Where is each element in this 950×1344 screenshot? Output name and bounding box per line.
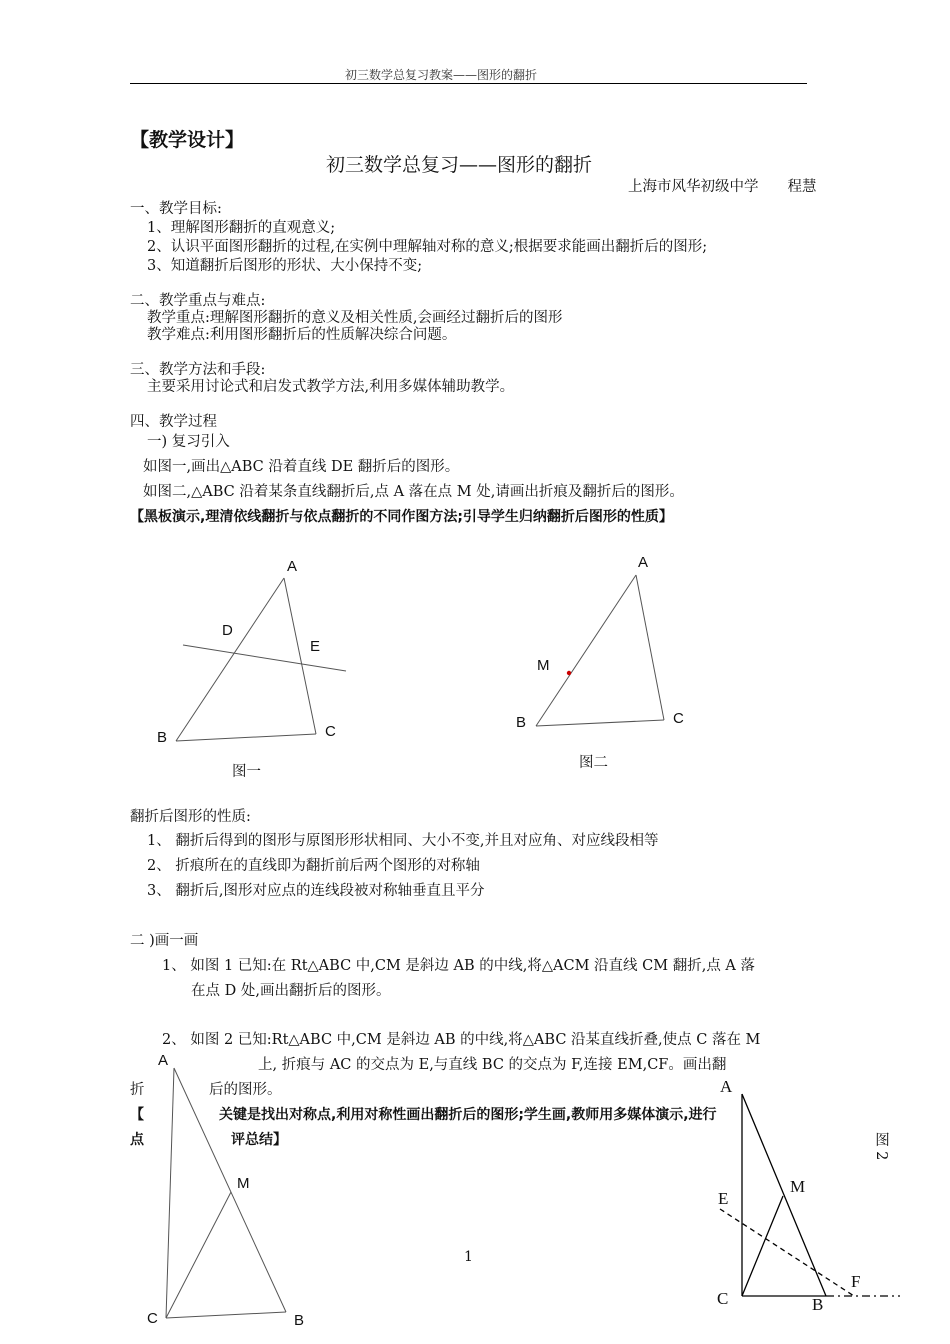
figl-line-cm [166, 1192, 231, 1318]
draw-question-2-line2: 上, 折痕与 AC 的交点为 E,与直线 BC 的交点为 F,连接 EM,CF。画出翻 [258, 1057, 727, 1073]
running-header: 初三数学总复习教案——图形的翻折 [345, 68, 538, 82]
figl-side-ac [166, 1068, 174, 1318]
draw-question-2-line3: 后的图形。 [209, 1082, 282, 1098]
figl-label-b: B [294, 1312, 305, 1329]
focus-key: 教学重点:理解图形翻折的意义及相关性质,会画经过翻折后的图形 [147, 310, 563, 326]
figr-label-f: F [851, 1272, 861, 1291]
key-note-line2: 评总结】 [231, 1132, 287, 1148]
goal-item-2: 2、认识平面图形翻折的过程,在实例中理解轴对称的意义;根据要求能画出翻折后的图形; [147, 239, 708, 255]
fig2-label-a: A [638, 554, 649, 571]
figl-side-cb [166, 1312, 286, 1318]
fig1-label-c: C [325, 723, 336, 740]
draw-question-1-line2: 在点 D 处,画出翻折后的图形。 [191, 983, 391, 999]
fig2-label-b: B [516, 714, 527, 731]
author-line: 上海市风华初级中学 程慧 [628, 179, 817, 195]
draw-question-2-line3-start: 折 [130, 1082, 145, 1098]
process-heading: 四、教学过程 [130, 414, 217, 430]
draw-question-2-line1: 2、 如图 2 已知:Rt△ABC 中,CM 是斜边 AB 的中线,将△ABC 沿某直线折叠,使点 C 落在 M [162, 1032, 761, 1048]
method-text: 主要采用讨论式和启发式教学方法,利用多媒体辅助教学。 [147, 379, 515, 395]
figr-label-b: B [812, 1295, 824, 1314]
key-note-bracket: 【 [130, 1107, 144, 1123]
key-note-line1: 关键是找出对称点,利用对称性画出翻折后的图形;学生画,教师用多媒体演示,进行 [219, 1107, 717, 1123]
review-question-2: 如图二,△ABC 沿着某条直线翻折后,点 A 落在点 M 处,请画出折痕及翻折后的图形。 [143, 484, 684, 500]
figure-left [166, 1068, 286, 1318]
fig1-label-e: E [310, 638, 321, 655]
page-number: 1 [464, 1249, 473, 1265]
figl-side-ab [174, 1068, 286, 1312]
goal-item-1: 1、理解图形翻折的直观意义; [147, 220, 336, 236]
draw-heading: 二 )画一画 [130, 933, 199, 949]
fig1-caption: 图一 [232, 764, 261, 780]
figl-label-a: A [158, 1052, 169, 1069]
prop-item-3: 3、 翻折后,图形对应点的连线段被对称轴垂直且平分 [147, 883, 485, 899]
fig2-caption: 图二 [579, 755, 608, 771]
method-heading: 三、教学方法和手段: [130, 362, 266, 378]
review-question-1: 如图一,画出△ABC 沿着直线 DE 翻折后的图形。 [143, 459, 460, 475]
figl-label-m: M [237, 1175, 250, 1192]
figr-crease-line [720, 1209, 854, 1296]
draw-question-1-line1: 1、 如图 1 已知:在 Rt△ABC 中,CM 是斜边 AB 的中线,将△ACM 沿直线 CM 翻折,点 A 落 [162, 958, 756, 974]
section-tag: 【教学设计】 [130, 129, 245, 151]
fig-2-side-label: 图 2 [873, 1132, 889, 1161]
review-heading: 一) 复习引入 [147, 434, 230, 450]
figl-label-c: C [147, 1310, 158, 1327]
figr-label-a: A [720, 1077, 733, 1096]
fig1-label-d: D [222, 622, 233, 639]
props-heading: 翻折后图形的性质: [130, 809, 251, 825]
fig1-label-b: B [157, 729, 168, 746]
fig1-label-a: A [287, 558, 298, 575]
fig2-label-m: M [537, 657, 550, 674]
prop-item-1: 1、 翻折后得到的图形与原图形形状相同、大小不变,并且对应角、对应线段相等 [147, 833, 659, 849]
fig2-label-c: C [673, 710, 684, 727]
figr-label-m: M [790, 1177, 806, 1196]
key-note-line2-start: 点 [130, 1132, 144, 1148]
goals-heading: 一、教学目标: [130, 201, 222, 217]
board-note: 【黑板演示,理清依线翻折与依点翻折的不同作图方法;引导学生归纳翻折后图形的性质】 [130, 509, 673, 525]
focus-difficult: 教学难点:利用图形翻折后的性质解决综合问题。 [147, 327, 457, 343]
figure-right [720, 1094, 900, 1296]
prop-item-2: 2、 折痕所在的直线即为翻折前后两个图形的对称轴 [147, 858, 480, 874]
doc-title: 初三数学总复习——图形的翻折 [326, 154, 593, 176]
goal-item-3: 3、知道翻折后图形的形状、大小保持不变; [147, 258, 423, 274]
focus-heading: 二、教学重点与难点: [130, 293, 266, 309]
figr-label-c: C [717, 1289, 729, 1308]
figr-label-e: E [718, 1189, 729, 1208]
